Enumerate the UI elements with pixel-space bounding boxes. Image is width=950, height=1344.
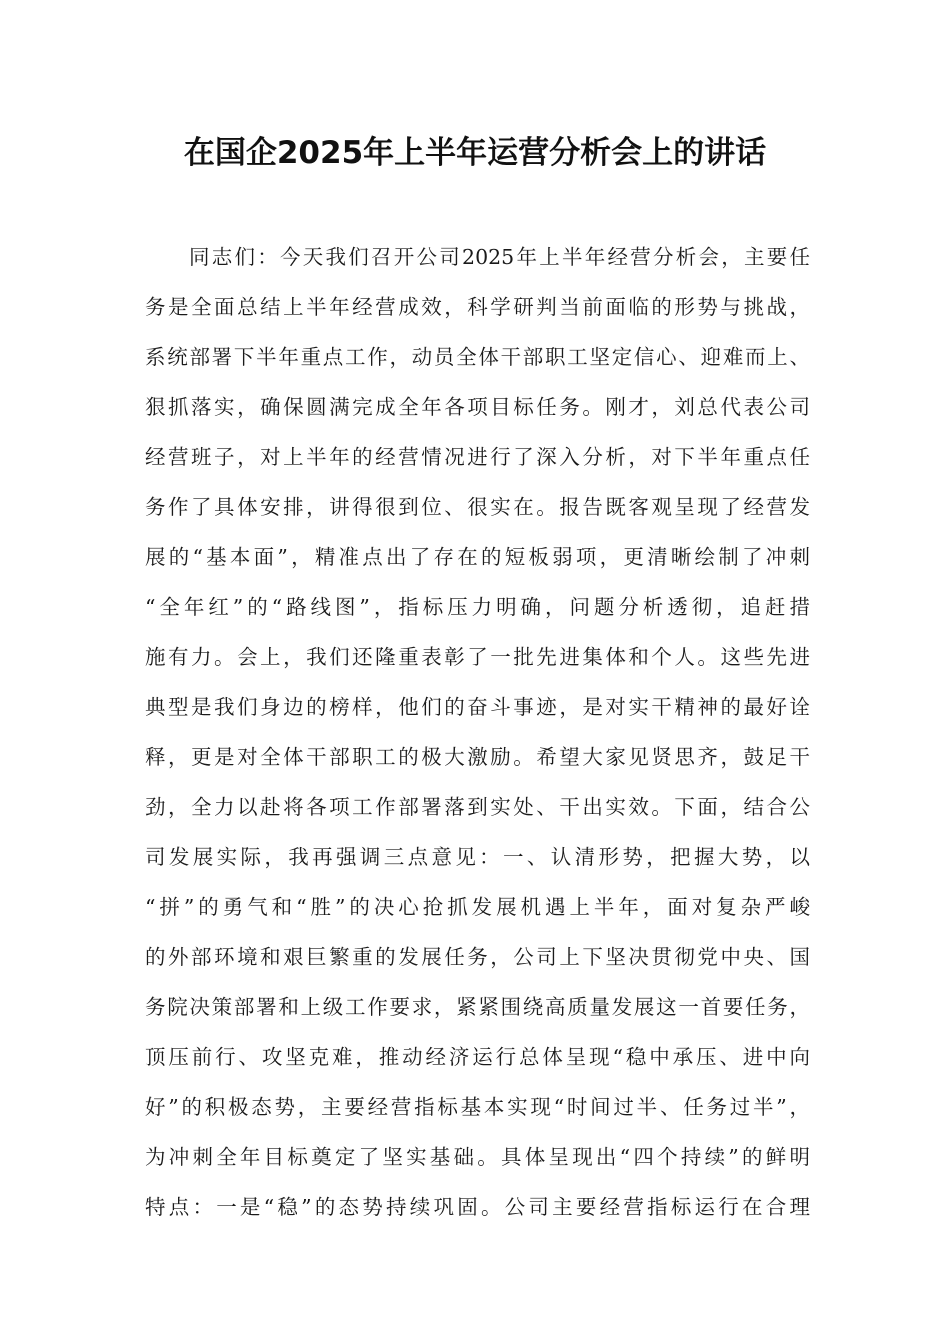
body-line: 同志们：今天我们召开公司2025年上半年经营分析会，主要任 [189,245,810,269]
body-line: 的外部环境和艰巨繁重的发展任务，公司上下坚决贯彻党中央、国 [145,945,810,969]
body-line: 司发展实际，我再强调三点意见：一、认清形势，把握大势，以 [145,845,810,869]
body-line: 劲，全力以赴将各项工作部署落到实处、干出实效。下面，结合公 [145,795,810,819]
body-line: 务是全面总结上半年经营成效，科学研判当前面临的形势与挑战， [145,295,810,319]
body-line: 典型是我们身边的榜样，他们的奋斗事迹，是对实干精神的最好诠 [145,695,810,719]
body-line: 特点：一是“稳”的态势持续巩固。公司主要经营指标运行在合理 [145,1195,810,1219]
body-line: 系统部署下半年重点工作，动员全体干部职工坚定信心、迎难而上、 [145,345,810,369]
body-line: 展的“基本面”，精准点出了存在的短板弱项，更清晰绘制了冲刺 [145,545,810,569]
body-line: 顶压前行、攻坚克难，推动经济运行总体呈现“稳中承压、进中向 [145,1045,810,1069]
body-line: 经营班子，对上半年的经营情况进行了深入分析，对下半年重点任 [145,445,810,469]
body-line: 施有力。会上，我们还隆重表彰了一批先进集体和个人。这些先进 [145,645,810,669]
body-line: “全年红”的“路线图”，指标压力明确，问题分析透彻，追赶措 [145,595,810,619]
body-line: 狠抓落实，确保圆满完成全年各项目标任务。刚才，刘总代表公司 [145,395,810,419]
body-line: 为冲刺全年目标奠定了坚实基础。具体呈现出“四个持续”的鲜明 [145,1145,810,1169]
document-title: 在国企2025年上半年运营分析会上的讲话 [183,135,767,171]
body-line: 释，更是对全体干部职工的极大激励。希望大家见贤思齐，鼓足干 [145,745,810,769]
body-line: 务院决策部署和上级工作要求，紧紧围绕高质量发展这一首要任务， [145,995,810,1019]
body-line: 好”的积极态势，主要经营指标基本实现“时间过半、任务过半”， [145,1095,810,1119]
document-body [145,232,810,1232]
body-line: 务作了具体安排，讲得很到位、很实在。报告既客观呈现了经营发 [145,495,810,519]
body-line: “拼”的勇气和“胜”的决心抢抓发展机遇上半年，面对复杂严峻 [145,895,810,919]
